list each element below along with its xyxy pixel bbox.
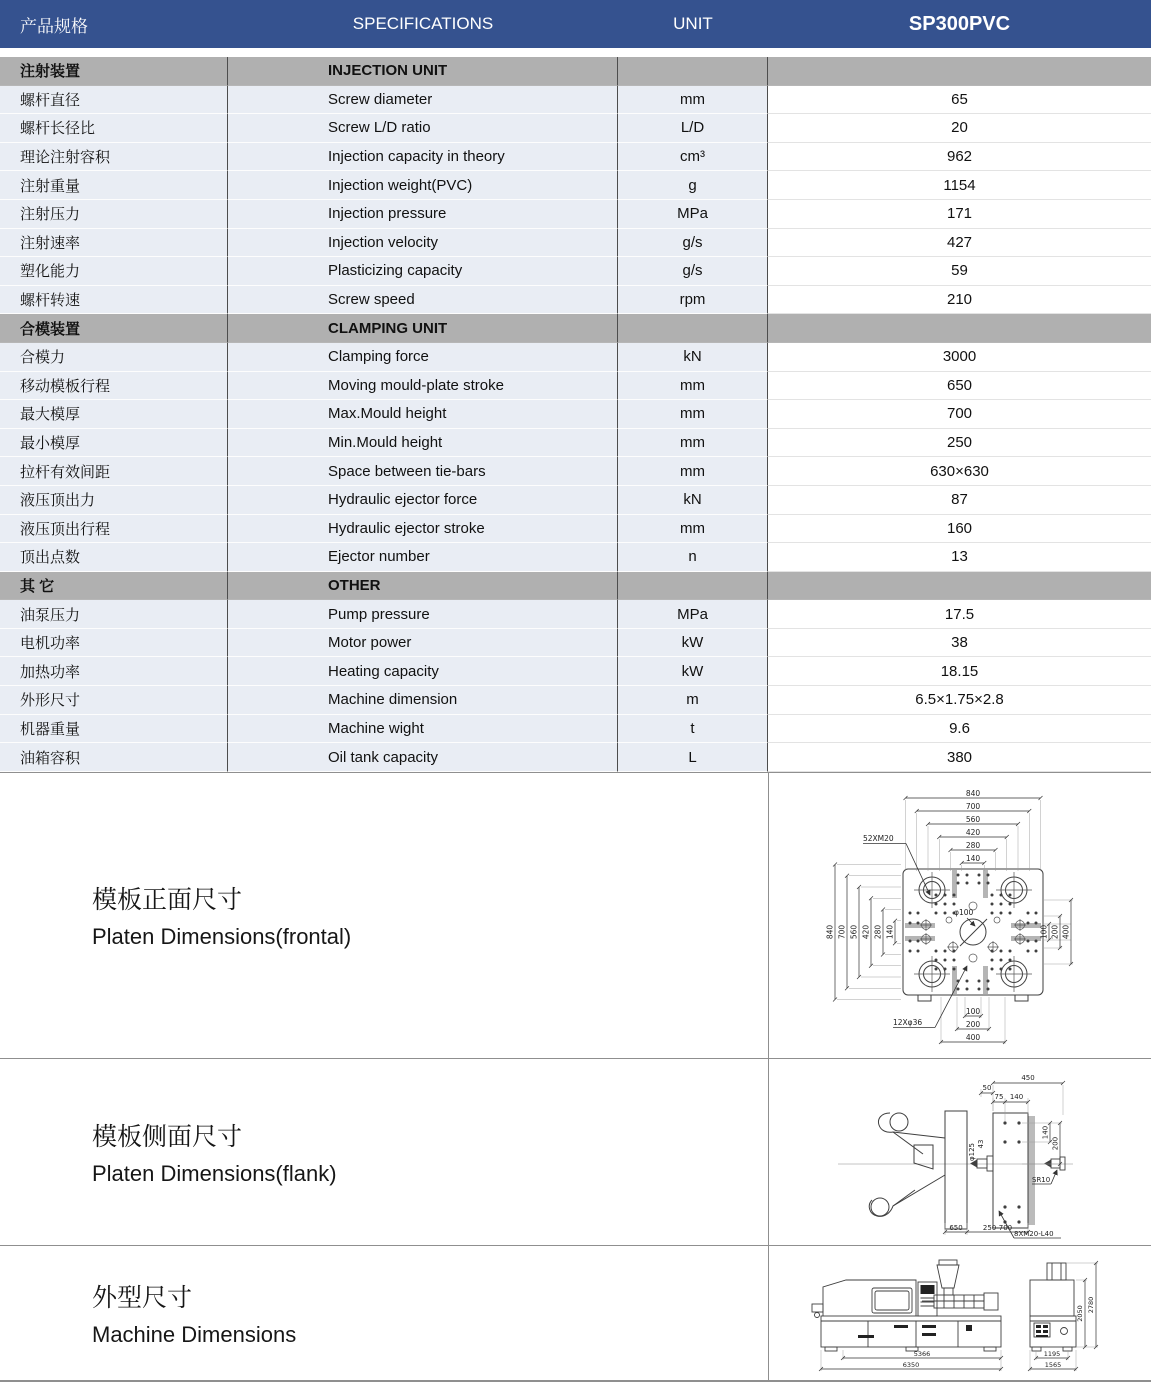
spec-unit: MPa: [618, 600, 768, 629]
spec-name-en: Max.Mould height: [228, 400, 618, 429]
title-bar: [0, 0, 1151, 48]
spec-name-en: Motor power: [228, 629, 618, 658]
dim-label: 140: [965, 853, 981, 863]
slot-marks: [905, 870, 1041, 994]
spec-unit: kN: [618, 343, 768, 372]
spec-row: [0, 229, 1151, 258]
spec-name-zh: 加热功率: [0, 657, 228, 686]
platen-frontal-label: [92, 880, 351, 950]
dim-label: 1195: [1043, 1349, 1061, 1358]
dim-label: 200: [1051, 1136, 1060, 1151]
bolt-callout: 8XM20-L40: [1014, 1229, 1054, 1238]
radius-callout: SR10: [1032, 1175, 1051, 1184]
spec-name-en: Plasticizing capacity: [228, 257, 618, 286]
spec-value: 171: [768, 200, 1151, 229]
spec-name-zh: 螺杆转速: [0, 286, 228, 315]
spec-name-zh: 外形尺寸: [0, 686, 228, 715]
spec-row: [0, 143, 1151, 172]
section-value-cell: [768, 314, 1151, 343]
dim-label: 43: [977, 1139, 985, 1149]
dim-label: 400: [965, 1032, 981, 1042]
spec-row: [0, 86, 1151, 115]
platen-frontal-section: [0, 772, 1151, 1058]
spec-row: [0, 543, 1151, 572]
platen-flank-label-en: Platen Dimensions(flank): [92, 1160, 337, 1186]
platen-flank-label-zh: 模板侧面尺寸: [92, 1122, 243, 1151]
spec-unit: mm: [618, 372, 768, 401]
dim-label: 5366: [913, 1349, 931, 1358]
spec-unit: g/s: [618, 257, 768, 286]
machine-dimensions-label-zh: 外型尺寸: [92, 1283, 193, 1312]
dim-label: 840: [825, 924, 835, 940]
spec-name-en: Min.Mould height: [228, 429, 618, 458]
spec-value: 18.15: [768, 657, 1151, 686]
spec-name-en: Screw L/D ratio: [228, 114, 618, 143]
spec-name-en: Hydraulic ejector force: [228, 486, 618, 515]
spec-value: 3000: [768, 343, 1151, 372]
dim-label: 140: [885, 924, 895, 940]
spec-unit: cm³: [618, 143, 768, 172]
section-header-row: [0, 572, 1151, 601]
spec-unit: mm: [618, 86, 768, 115]
spec-name-zh: 油箱容积: [0, 743, 228, 772]
spec-name-zh: 顶出点数: [0, 543, 228, 572]
plate-band: [1028, 1116, 1035, 1225]
machine-side-view: [812, 1260, 1001, 1351]
spec-value: 20: [768, 114, 1151, 143]
section-header-row: [0, 314, 1151, 343]
section-unit-cell: [618, 572, 768, 601]
machine-end-view: [1030, 1263, 1076, 1351]
spec-unit: g/s: [618, 229, 768, 258]
spec-name-zh: 最大模厚: [0, 400, 228, 429]
spec-unit: rpm: [618, 286, 768, 315]
section-label-zh: 合模装置: [0, 314, 228, 343]
spec-value: 17.5: [768, 600, 1151, 629]
spec-value: 6.5×1.75×2.8: [768, 686, 1151, 715]
spec-row: [0, 629, 1151, 658]
spec-value: 59: [768, 257, 1151, 286]
machine-drawing: [768, 1246, 1151, 1381]
dim-label: 450: [1021, 1073, 1035, 1082]
spec-unit: kN: [618, 486, 768, 515]
spec-value: 250: [768, 429, 1151, 458]
spec-unit: kW: [618, 657, 768, 686]
machine-dimensions-label-en: Machine Dimensions: [92, 1321, 297, 1347]
spec-name-en: Machine wight: [228, 715, 618, 744]
spec-value: 650: [768, 372, 1151, 401]
spec-row: [0, 343, 1151, 372]
section-label-en: OTHER: [228, 572, 618, 601]
section-value-cell: [768, 57, 1151, 86]
spec-unit: m: [618, 686, 768, 715]
machine-dimensions-label: [92, 1278, 296, 1348]
spec-unit: mm: [618, 400, 768, 429]
dim-label: 250-700: [982, 1223, 1013, 1232]
spec-value: 65: [768, 86, 1151, 115]
spec-name-en: Injection velocity: [228, 229, 618, 258]
spec-name-zh: 最小模厚: [0, 429, 228, 458]
spec-value: 1154: [768, 171, 1151, 200]
spec-name-en: Machine dimension: [228, 686, 618, 715]
spec-name-zh: 塑化能力: [0, 257, 228, 286]
spec-row: [0, 114, 1151, 143]
spec-name-zh: 拉杆有效间距: [0, 457, 228, 486]
section-value-cell: [768, 572, 1151, 601]
spec-name-en: Injection weight(PVC): [228, 171, 618, 200]
dimension-lines: [943, 1081, 1065, 1234]
flank-bolt-dots: [1003, 1121, 1020, 1223]
header-product-label: 产品规格: [20, 16, 88, 36]
tiebar-hole-callout: 12Xφ36: [893, 1017, 923, 1027]
dim-label: 200: [1050, 924, 1060, 940]
dim-label: φ125: [968, 1142, 976, 1161]
section-label-zh: 注射装置: [0, 57, 228, 86]
spec-value: 427: [768, 229, 1151, 258]
spec-unit: mm: [618, 457, 768, 486]
spec-name-zh: 移动模板行程: [0, 372, 228, 401]
spec-name-zh: 机器重量: [0, 715, 228, 744]
center-hole-callout: φ100: [954, 907, 974, 917]
spec-value: 700: [768, 400, 1151, 429]
spec-row: [0, 743, 1151, 772]
spec-value: 380: [768, 743, 1151, 772]
bolt-callout: 52XM20: [863, 833, 894, 843]
spec-value: 9.6: [768, 715, 1151, 744]
spec-name-en: Screw diameter: [228, 86, 618, 115]
spec-name-zh: 电机功率: [0, 629, 228, 658]
spec-value: 210: [768, 286, 1151, 315]
spec-name-zh: 螺杆直径: [0, 86, 228, 115]
dim-label: 280: [965, 840, 981, 850]
spec-name-en: Injection pressure: [228, 200, 618, 229]
dim-label: 560: [965, 814, 981, 824]
dimension-labels: [949, 1074, 1059, 1238]
spec-value: 38: [768, 629, 1151, 658]
dim-label: 140: [1041, 1125, 1050, 1140]
spec-value: 160: [768, 515, 1151, 544]
spec-name-en: Pump pressure: [228, 600, 618, 629]
platen-frontal-label-zh: 模板正面尺寸: [92, 886, 243, 915]
dim-label: 200: [965, 1019, 981, 1029]
spec-row: [0, 200, 1151, 229]
spec-unit: kW: [618, 629, 768, 658]
spec-unit: mm: [618, 515, 768, 544]
machine-dimensions-section: [0, 1245, 1151, 1382]
spec-value: 630×630: [768, 457, 1151, 486]
spec-row: [0, 457, 1151, 486]
spec-row: [0, 715, 1151, 744]
platen-flank-label: [92, 1117, 337, 1187]
section-label-zh: 其 它: [0, 572, 228, 601]
dimension-labels: [826, 789, 1071, 1042]
spec-unit: MPa: [618, 200, 768, 229]
section-label-en: INJECTION UNIT: [228, 57, 618, 86]
dim-label: 75: [994, 1092, 1004, 1101]
dim-label: 2780: [1087, 1296, 1095, 1314]
spec-name-zh: 合模力: [0, 343, 228, 372]
spec-name-zh: 注射压力: [0, 200, 228, 229]
dim-label: 140: [1009, 1092, 1024, 1101]
spec-name-en: Heating capacity: [228, 657, 618, 686]
spec-name-zh: 注射重量: [0, 171, 228, 200]
section-header-row: [0, 57, 1151, 86]
spec-name-en: Oil tank capacity: [228, 743, 618, 772]
dim-label: 2050: [1076, 1305, 1084, 1322]
spec-row: [0, 257, 1151, 286]
spec-row: [0, 400, 1151, 429]
spec-name-zh: 油泵压力: [0, 600, 228, 629]
section-label-en: CLAMPING UNIT: [228, 314, 618, 343]
spec-name-en: Clamping force: [228, 343, 618, 372]
spec-name-en: Injection capacity in theory: [228, 143, 618, 172]
dim-label: 6350: [902, 1360, 920, 1369]
section-unit-cell: [618, 314, 768, 343]
dim-label: 420: [861, 924, 871, 940]
dim-label: 100: [1039, 924, 1049, 940]
nozzle-parts: [971, 1156, 1065, 1171]
spec-table: [0, 57, 1151, 772]
spec-name-zh: 螺杆长径比: [0, 114, 228, 143]
spec-row: [0, 429, 1151, 458]
platen-flank-section: [0, 1058, 1151, 1245]
spec-row: [0, 515, 1151, 544]
spec-value: 87: [768, 486, 1151, 515]
header-unit-label: UNIT: [673, 14, 713, 33]
platen-flank-drawing: [768, 1059, 1151, 1245]
spec-row: [0, 486, 1151, 515]
spec-name-en: Moving mould-plate stroke: [228, 372, 618, 401]
spec-name-en: Screw speed: [228, 286, 618, 315]
extension-lines: [945, 1085, 1063, 1235]
spec-name-zh: 理论注射容积: [0, 143, 228, 172]
header-specifications-label: SPECIFICATIONS: [352, 14, 494, 33]
dim-label: 650: [949, 1223, 963, 1232]
platen-frontal-drawing: [768, 773, 1151, 1058]
dim-label: 560: [849, 924, 859, 940]
spec-unit: L: [618, 743, 768, 772]
spec-row: [0, 657, 1151, 686]
spec-name-zh: 液压顶出行程: [0, 515, 228, 544]
spec-value: 962: [768, 143, 1151, 172]
dim-label: 700: [965, 801, 981, 811]
spec-unit: n: [618, 543, 768, 572]
spec-name-en: Ejector number: [228, 543, 618, 572]
platen-frontal-label-en: Platen Dimensions(frontal): [92, 924, 352, 950]
spec-unit: g: [618, 171, 768, 200]
spec-row: [0, 286, 1151, 315]
dim-label: 700: [837, 924, 847, 940]
dim-label: 1565: [1044, 1360, 1062, 1369]
spec-unit: L/D: [618, 114, 768, 143]
dim-label: 50: [982, 1083, 992, 1092]
spec-name-zh: 注射速率: [0, 229, 228, 258]
hole-marks: [914, 872, 1032, 992]
spec-name-en: Hydraulic ejector stroke: [228, 515, 618, 544]
header-model-name: SP300PVC: [908, 12, 1011, 35]
spec-row: [0, 600, 1151, 629]
spec-name-en: Space between tie-bars: [228, 457, 618, 486]
spec-name-zh: 液压顶出力: [0, 486, 228, 515]
spec-unit: t: [618, 715, 768, 744]
spec-value: 13: [768, 543, 1151, 572]
section-unit-cell: [618, 57, 768, 86]
spec-row: [0, 686, 1151, 715]
dim-label: 280: [873, 924, 883, 940]
flank-outline: [869, 1111, 1028, 1229]
spec-row: [0, 171, 1151, 200]
dim-label: 100: [965, 1006, 981, 1016]
spec-row: [0, 372, 1151, 401]
spec-unit: mm: [618, 429, 768, 458]
dim-label: 840: [965, 788, 981, 798]
dim-label: 400: [1061, 924, 1071, 940]
dim-label: 420: [965, 827, 981, 837]
machine-end-details: [1036, 1325, 1048, 1337]
